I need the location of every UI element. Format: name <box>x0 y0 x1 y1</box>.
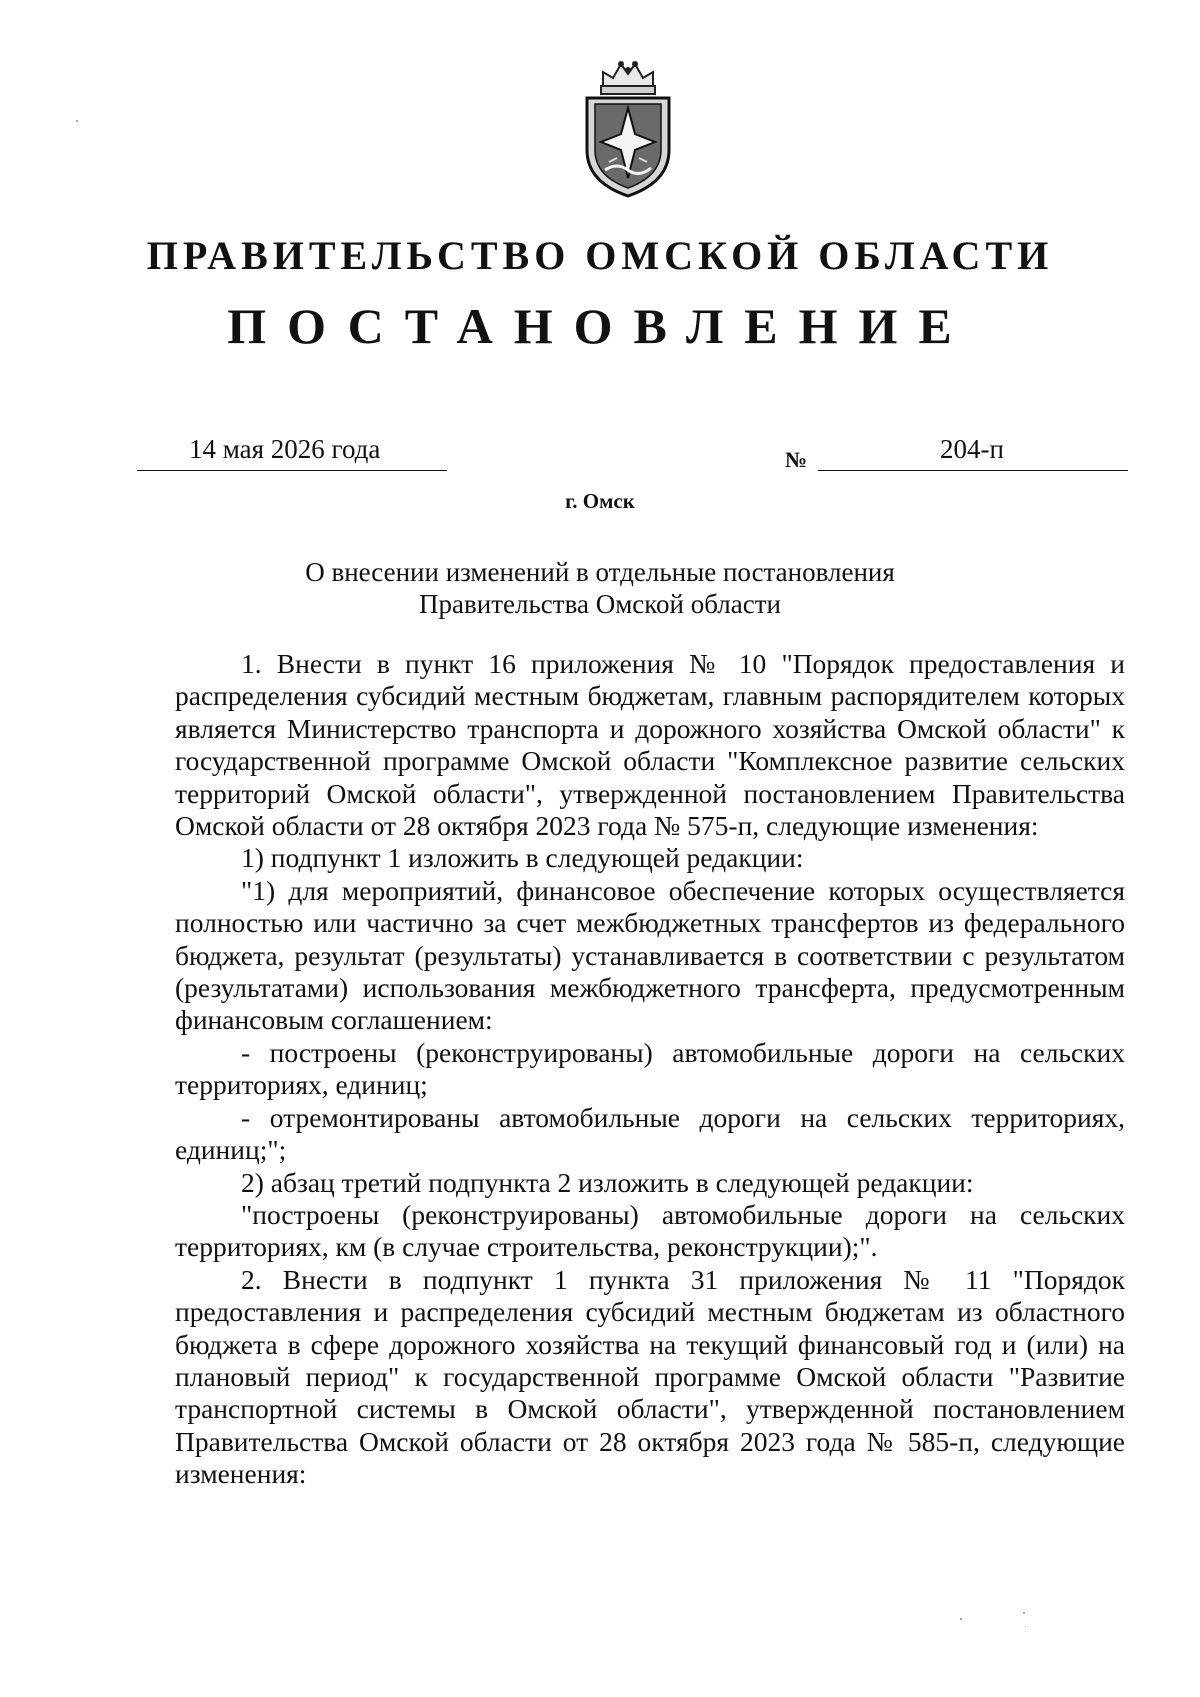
omsk-coat-of-arms-icon <box>565 58 691 200</box>
paragraph-1: 1. Внести в пункт 16 приложения № 10 "Порядок предоставления и распределения субсидий местным бюджетам, главным распорядителем которых является Министерство транспорта и дорожного хозяйства Омской области" к государственной программе Омской области "Комплексное развитие сельских территорий Омской области", утвержденной постановлением Правительства Омской области от 28 октября 2023 года № 575-п, следующие изменения: <box>175 648 1125 842</box>
subject-line-1: О внесении изменений в отдельные постановления <box>305 557 895 587</box>
document-type-title: ПОСТАНОВЛЕНИЕ <box>227 298 973 354</box>
government-title: ПРАВИТЕЛЬСТВО ОМСКОЙ ОБЛАСТИ <box>146 233 1054 278</box>
scan-speck <box>1023 1612 1025 1614</box>
document-subject <box>0 556 1200 620</box>
city-label: г. Омск <box>565 489 635 513</box>
number-sign: № <box>785 447 808 472</box>
scan-speck <box>76 120 78 122</box>
paragraph-6: 2) абзац третий подпункта 2 изложить в следующей редакции: <box>241 1166 974 1198</box>
document-date: 14 мая 2026 года <box>189 434 381 464</box>
subject-line-2: Правительства Омской области <box>419 589 781 619</box>
scan-speck <box>1025 1626 1026 1627</box>
paragraph-8: 2. Внести в подпункт 1 пункта 31 приложения № 11 "Порядок предоставления и распределения субсидий местным бюджетам из областного бюджета в сфере дорожного хозяйства на текущий финансовый год и (или) на плановый период" к государственной программе Омской области "Развитие транспортной системы в Омской области", утвержденной постановлением Правительства Омской области от 28 октября 2023 года № 585-п, следующие изменения: <box>175 1263 1125 1490</box>
paragraph-7: "построены (реконструированы) автомобильные дороги на сельских территориях, км (в случае строительства, реконструкции);". <box>175 1198 1125 1263</box>
paragraph-2: 1) подпункт 1 изложить в следующей редакции: <box>241 842 804 874</box>
paragraph-4: - построены (реконструированы) автомобильные дороги на сельских территориях, единиц; <box>175 1036 1125 1101</box>
document-number: 204-п <box>940 434 1004 464</box>
paragraph-3: "1) для мероприятий, финансовое обеспечение которых осуществляется полностью или частично за счет межбюджетных трансфертов из федерального бюджета, результат (результаты) устанавливается в соответствии с результатом (результатами) использования межбюджетного трансферта, предусмотренным финансовым соглашением: <box>175 874 1125 1036</box>
document-body <box>175 648 1125 1491</box>
paragraph-5: - отремонтированы автомобильные дороги на сельских территориях, единиц;"; <box>175 1101 1125 1166</box>
number-field <box>818 432 1128 471</box>
date-field <box>137 432 447 471</box>
scan-speck <box>960 1618 962 1620</box>
